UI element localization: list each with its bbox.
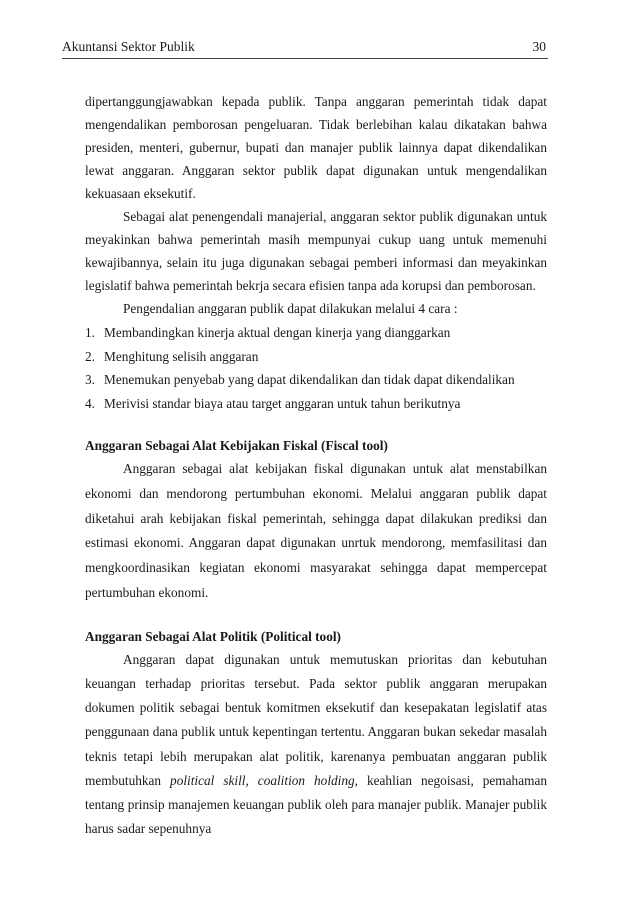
paragraph-political-tool: Anggaran dapat digunakan untuk memutuskan prioritas dan kebutuhan keuangan terhadap prioritas tersebut. Pada sektor publik anggaran merupakan dokumen politik sebagai bentuk komitmen eksekutif dan kesepakatan legislatif atas penggunaan dana publik untuk kepentingan tertentu. Anggaran bukan sekedar masalah teknis tetapi lebih merupakan alat politik, karenanya pembuatan anggaran publik membutuhkan political skill, coalition holding, keahlian negoisasi, pemahaman tentang prinsip manajemen keuangan publik oleh para manajer publik. Manajer publik harus sadar sepenuhnya: [85, 651, 547, 837]
section-heading-political: Anggaran Sebagai Alat Politik (Political tool): [85, 628, 341, 644]
header-divider: [62, 58, 548, 59]
page-body: [85, 90, 547, 841]
italic-terms: political skill, coalition holding: [170, 772, 355, 788]
list-item: 4. Merivisi standar biaya atau target anggaran untuk tahun berikutnya: [85, 395, 461, 411]
control-methods-list: [85, 321, 547, 415]
list-item: 2. Menghitung selisih anggaran: [85, 348, 259, 364]
paragraph-control-methods: Pengendalian anggaran publik dapat dilakukan melalui 4 cara :: [123, 301, 458, 316]
paragraph-managerial-control: Sebagai alat penengendali manajerial, anggaran sektor publik digunakan untuk meyakinkan bahwa pemerintah masih mempunyai cukup uang untuk memenuhi kewajibannya, selain itu juga digunakan sebagai pemberi informasi dan meyakinkan legislatif bahwa pemerintah bekrja secara efisien tanpa ada korupsi dan pemborosan.: [85, 209, 547, 293]
paragraph-fiscal-tool: Anggaran sebagai alat kebijakan fiskal digunakan untuk alat menstabilkan ekonomi dan mendorong pertumbuhan ekonomi. Melalui anggaran publik dapat diketahui arah kebijakan fiskal pemerintah, sehingga dapat dilakukan prediksi dan estimasi ekonomi. Anggaran dapat digunakan unrtuk mendorong, memfasilitasi dan mengkoordinasikan kegiatan ekonomi masyarakat sehingga dapat mempercepat pertumbuhan ekonomi.: [85, 461, 547, 600]
list-item: 3. Menemukan penyebab yang dapat dikendalikan dan tidak dapat dikendalikan: [85, 372, 515, 387]
paragraph-budget-control: dipertanggungjawabkan kepada publik. Tanpa anggaran pemerintah tidak dapat mengendalikan pemborosan pengeluaran. Tidak berlebihan kalau dikatakan bahwa presiden, menteri, gubernur, bupati dan manajer publik lainnya dapat dikendalikan lewat anggaran. Anggaran sektor publik dapat digunakan untuk mengendalikan kekuasaan eksekutif.: [85, 94, 547, 201]
header-title: Akuntansi Sektor Publik: [62, 39, 195, 54]
page-number: 30: [532, 39, 546, 54]
section-heading-fiscal: Anggaran Sebagai Alat Kebijakan Fiskal (Fiscal tool): [85, 438, 388, 453]
running-header: [62, 39, 546, 55]
list-item: 1. Membandingkan kinerja aktual dengan kinerja yang dianggarkan: [85, 325, 451, 340]
